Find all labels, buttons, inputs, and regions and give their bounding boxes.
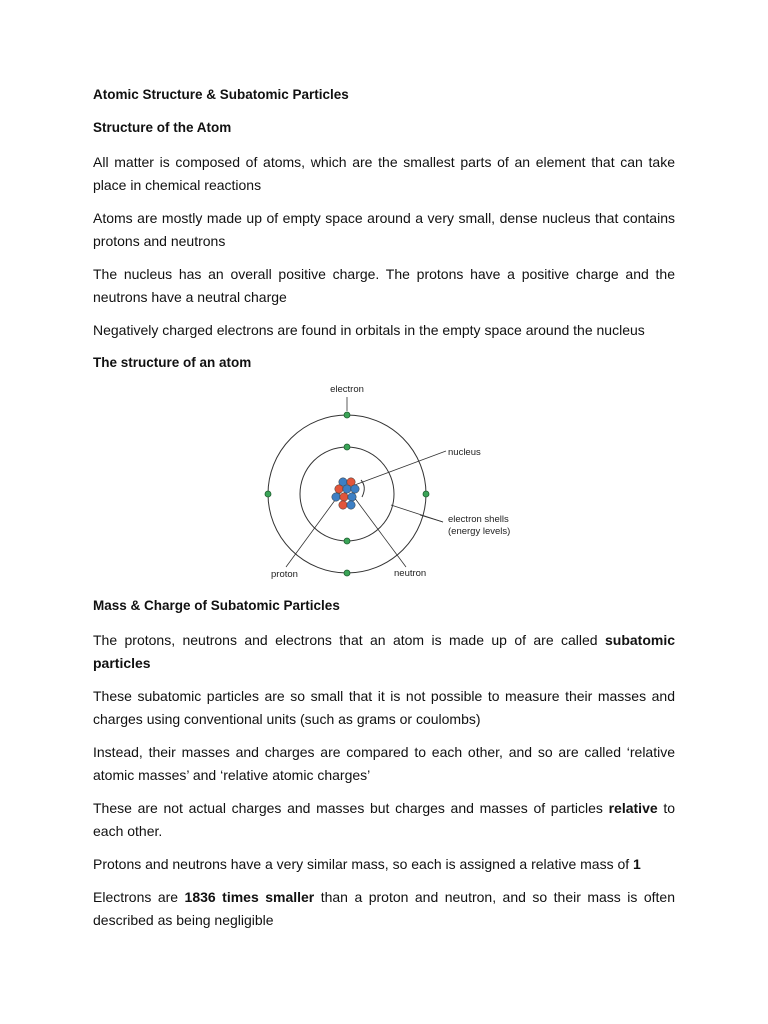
electron-dot bbox=[344, 444, 350, 450]
paragraph: Protons and neutrons have a very similar mass, so each is assigned a relative mass of 1 bbox=[93, 856, 641, 872]
bold-term: 1 bbox=[633, 856, 641, 872]
figure-heading: The structure of an atom bbox=[93, 355, 252, 370]
shell-pointer-outer bbox=[420, 515, 443, 522]
proton-ball bbox=[340, 493, 348, 501]
section-heading-mass-charge: Mass & Charge of Subatomic Particles bbox=[93, 598, 340, 613]
paragraph: The protons, neutrons and electrons that an atom is made up of are called subatomic particles bbox=[93, 632, 675, 671]
atom-diagram bbox=[93, 381, 675, 596]
neutron-ball bbox=[351, 485, 359, 493]
electron-dot bbox=[344, 412, 350, 418]
label-nucleus: nucleus bbox=[448, 447, 481, 458]
bold-term: subatomic particles bbox=[93, 632, 675, 671]
neutron-ball bbox=[343, 485, 351, 493]
proton-pointer bbox=[286, 492, 341, 567]
electron-dot bbox=[344, 570, 350, 576]
neutron-ball bbox=[332, 493, 340, 501]
bold-term: 1836 times smaller bbox=[184, 889, 315, 905]
document-title: Atomic Structure & Subatomic Particles bbox=[93, 87, 349, 102]
label-electron: electron bbox=[330, 384, 364, 395]
bold-term: relative bbox=[608, 800, 658, 816]
paragraph: These subatomic particles are so small that it is not possible to measure their masses and charges using conventional units (such as grams or coulombs) bbox=[93, 688, 675, 727]
document-page bbox=[93, 86, 675, 932]
label-neutron: neutron bbox=[394, 568, 427, 579]
label-electron-shells: electron shells bbox=[448, 514, 509, 525]
paragraph: All matter is composed of atoms, which are the smallest parts of an element that can take place in chemical reactions bbox=[93, 154, 675, 193]
paragraph: The nucleus has an overall positive charge. The protons have a positive charge and the neutrons have a neutral charge bbox=[93, 266, 675, 305]
label-energy-levels: (energy levels) bbox=[448, 526, 511, 537]
nucleus bbox=[332, 478, 359, 509]
atom-diagram-svg bbox=[93, 381, 675, 596]
proton-ball bbox=[335, 485, 343, 493]
neutron-pointer bbox=[351, 493, 406, 567]
proton-ball bbox=[339, 501, 347, 509]
paragraph: Instead, their masses and charges are compared to each other, and so are called ‘relative atomic masses’ and ‘relative atomic charges’ bbox=[93, 744, 675, 783]
electron-dot bbox=[423, 491, 429, 497]
label-proton: proton bbox=[271, 569, 298, 580]
electron-dot bbox=[344, 538, 350, 544]
paragraph: Electrons are 1836 times smaller than a proton and neutron, and so their mass is often described as being negligible bbox=[93, 889, 676, 928]
nucleus-pointer bbox=[352, 451, 446, 486]
neutron-ball bbox=[348, 493, 356, 501]
section-heading-structure: Structure of the Atom bbox=[93, 120, 232, 135]
paragraph: These are not actual charges and masses but charges and masses of particles relative to each other. bbox=[93, 800, 675, 839]
paragraph: Atoms are mostly made up of empty space around a very small, dense nucleus that contains protons and neutrons bbox=[93, 210, 675, 249]
neutron-ball bbox=[347, 501, 355, 509]
paragraph: Negatively charged electrons are found in orbitals in the empty space around the nucleus bbox=[93, 322, 645, 338]
electron-dot bbox=[265, 491, 271, 497]
